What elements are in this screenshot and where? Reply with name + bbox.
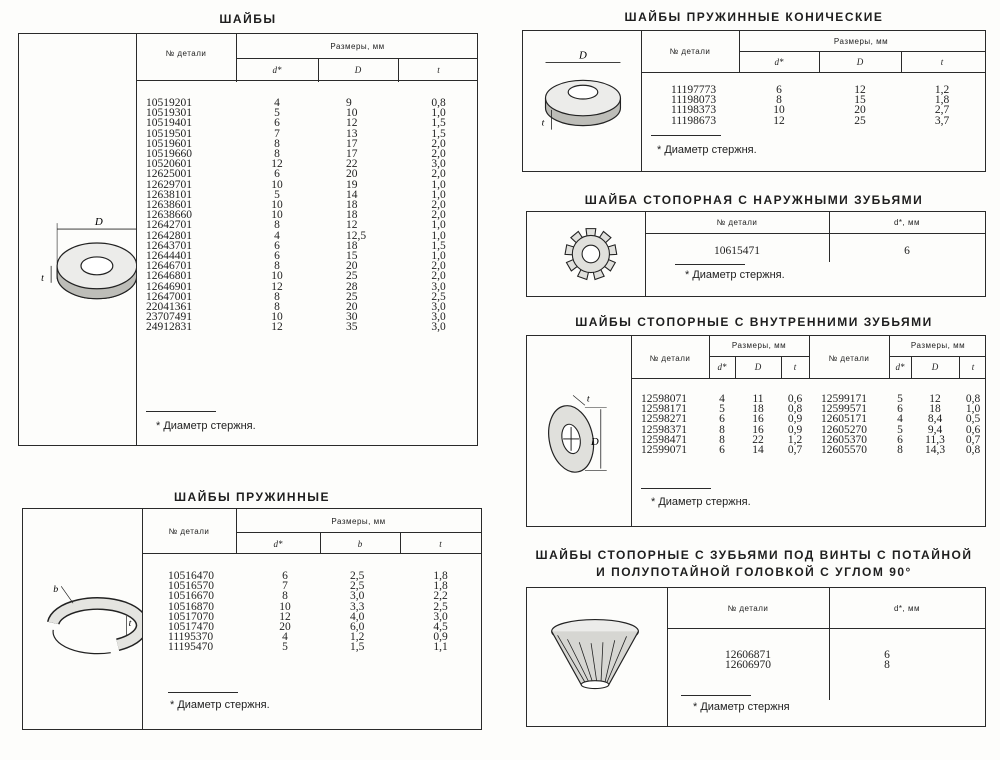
header-sizes-right: Размеры, мм: [910, 341, 966, 350]
header-part-number: № детали: [716, 218, 758, 227]
header-t-right: t: [971, 362, 975, 372]
footnote: * Диаметр стержня.: [156, 420, 256, 432]
external-tooth-washer-icon: [527, 212, 645, 296]
left-part-numbers: 12598071 12598171 12598271 12598371 12598471 12599071: [641, 393, 687, 457]
conical-washer-icon: [523, 31, 641, 171]
header-t-left: t: [793, 362, 797, 372]
header-D-right: D: [931, 362, 939, 372]
spring-washer-icon: [23, 509, 142, 729]
fig-t-label: t: [541, 117, 545, 129]
countersunk-panel: [526, 587, 986, 727]
right-part-numbers: 12599171 12599571 12605171 12605270 12605370 12605570: [821, 393, 867, 457]
fig-t-label: t: [41, 272, 44, 284]
header-d: d*: [774, 57, 784, 67]
t-column: 0,8 1,0 1,5 1,5 2,0 2,0 3,0 2,0 1,0 1,0 2,0 2,0 1,0 1,0 1,5 1,0 2,0 2,0 3,0 2,5 3,0 3,0 3,0: [431, 97, 446, 334]
footnote: * Диаметр стержня.: [685, 269, 785, 281]
internal-teeth-panel: [526, 335, 986, 527]
countersunk-figure: [527, 588, 668, 726]
right-t-column: 0,8 1,0 0,5 0,6 0,7 0,8: [965, 393, 981, 457]
footnote: * Диаметр стержня.: [651, 496, 751, 508]
header-part-number: № детали: [168, 527, 210, 536]
header-t: t: [437, 65, 440, 75]
d-column: 6 7 8 10 12 20 4 5: [279, 570, 291, 654]
spring-washers-table: [142, 509, 481, 729]
part-numbers-column: 10519201 10519301 10519401 10519501 10519601 10519660 10520601 12625001 12629701 12638101 12638601 12638660 12642701 12642801 12643701 12644401 12646701 12646801 12646901 12647001 22041361 23707491 24912831: [146, 97, 192, 334]
fig-D-label: D: [579, 49, 587, 62]
spring-washers-title: ШАЙБЫ ПРУЖИННЫЕ: [173, 490, 331, 504]
spring-washer-figure: [23, 509, 143, 729]
D-column: 12 15 20 25: [854, 84, 866, 127]
D-column: 9 10 12 13 17 17 22 20 19 14 18 18 12 12,5 18 15 20 25 28 25 20 30 35: [346, 97, 367, 334]
header-D: D: [856, 57, 864, 67]
header-part-number-left: № детали: [649, 354, 691, 363]
external-teeth-figure: [527, 212, 646, 296]
external-teeth-title: ШАЙБА СТОПОРНАЯ С НАРУЖНЫМИ ЗУБЬЯМИ: [584, 193, 924, 207]
header-t: t: [439, 539, 442, 549]
countersunk-table: [667, 588, 985, 726]
countersunk-tooth-washer-icon: [527, 588, 667, 726]
header-d: d*: [273, 539, 283, 549]
flat-washer-figure: [19, 34, 137, 445]
internal-teeth-table: [631, 336, 985, 526]
washers-panel: [18, 33, 478, 446]
b-column: 2,5 2,5 3,0 3,3 4,0 6,0 1,2 1,5: [350, 570, 365, 654]
right-D-column: 12 18 8,4 9,4 11,3 14,3: [924, 393, 946, 457]
internal-teeth-figure: [527, 336, 632, 526]
left-d-column: 4 5 6 8 8 6: [719, 393, 725, 457]
header-D-left: D: [754, 362, 762, 372]
d-value: 6: [904, 245, 910, 257]
header-sizes: Размеры, мм: [331, 517, 386, 526]
conical-washers-panel: [522, 30, 986, 172]
part-numbers-column: 12606871 12606970: [725, 649, 771, 672]
fig-b-label: b: [53, 584, 59, 596]
right-d-column: 5 6 4 5 6 8: [897, 393, 903, 457]
washers-table: [136, 34, 477, 445]
left-t-column: 0,6 0,8 0,9 0,9 1,2 0,7: [787, 393, 803, 457]
fig-t-label: t: [128, 617, 132, 629]
header-sizes: Размеры, мм: [833, 37, 889, 46]
header-t: t: [940, 57, 944, 67]
d-column: 4 5 6 7 8 8 12 6 10 5 10 10 8 4 6 6 8 10 12 8 8 10 12: [271, 97, 283, 334]
header-d-left: d*: [717, 362, 727, 372]
internal-tooth-washer-icon: [527, 336, 631, 526]
flat-washer-icon: [19, 34, 136, 445]
conical-washer-figure: [523, 31, 642, 171]
spring-washers-panel: [22, 508, 482, 730]
header-d-right: d*: [895, 362, 905, 372]
part-numbers-column: 10516470 10516570 10516670 10516870 10517070 10517470 11195370 11195470: [168, 570, 214, 654]
header-part-number: № детали: [727, 604, 769, 613]
countersunk-title-line2: И ПОЛУПОТАЙНОЙ ГОЛОВКОЙ С УГЛОМ 90°: [596, 565, 912, 579]
d-column: 6 8: [884, 649, 890, 672]
header-D: D: [354, 65, 362, 75]
header-part-number: № детали: [165, 49, 207, 58]
fig-t-label: t: [586, 393, 590, 405]
conical-washers-title: ШАЙБЫ ПРУЖИННЫЕ КОНИЧЕСКИЕ: [624, 10, 884, 24]
header-part-number-right: № детали: [828, 354, 870, 363]
conical-washers-table: [641, 31, 985, 171]
header-d: d*, мм: [893, 218, 920, 227]
header-d: d*: [272, 65, 282, 75]
external-teeth-panel: [526, 211, 986, 297]
fig-D-label: D: [590, 435, 599, 448]
footnote: * Диаметр стержня: [693, 701, 790, 713]
header-part-number: № детали: [669, 47, 711, 56]
washers-title: ШАЙБЫ: [219, 12, 277, 26]
t-column: 1,2 1,8 2,7 3,7: [934, 84, 950, 127]
fig-D-label: D: [94, 216, 103, 229]
t-column: 1,8 1,8 2,2 2,5 3,0 4,5 0,9 1,1: [433, 570, 448, 654]
d-column: 6 8 10 12: [773, 84, 785, 127]
part-numbers-column: 11197773 11198073 11198373 11198673: [671, 84, 717, 127]
footnote: * Диаметр стержня.: [170, 699, 270, 711]
header-sizes-left: Размеры, мм: [731, 341, 787, 350]
header-b: b: [357, 539, 363, 549]
header-sizes: Размеры, мм: [330, 42, 385, 51]
left-D-column: 11 18 16 16 22 14: [752, 393, 764, 457]
countersunk-title-line1: ШАЙБЫ СТОПОРНЫЕ С ЗУБЬЯМИ ПОД ВИНТЫ С ПОТАЙНОЙ: [535, 548, 973, 562]
header-d: d*, мм: [893, 604, 920, 613]
internal-teeth-title: ШАЙБЫ СТОПОРНЫЕ С ВНУТРЕННИМИ ЗУБЬЯМИ: [575, 315, 933, 329]
external-teeth-table: [645, 212, 985, 296]
footnote: * Диаметр стержня.: [657, 144, 757, 156]
part-number: 10615471: [714, 245, 760, 257]
